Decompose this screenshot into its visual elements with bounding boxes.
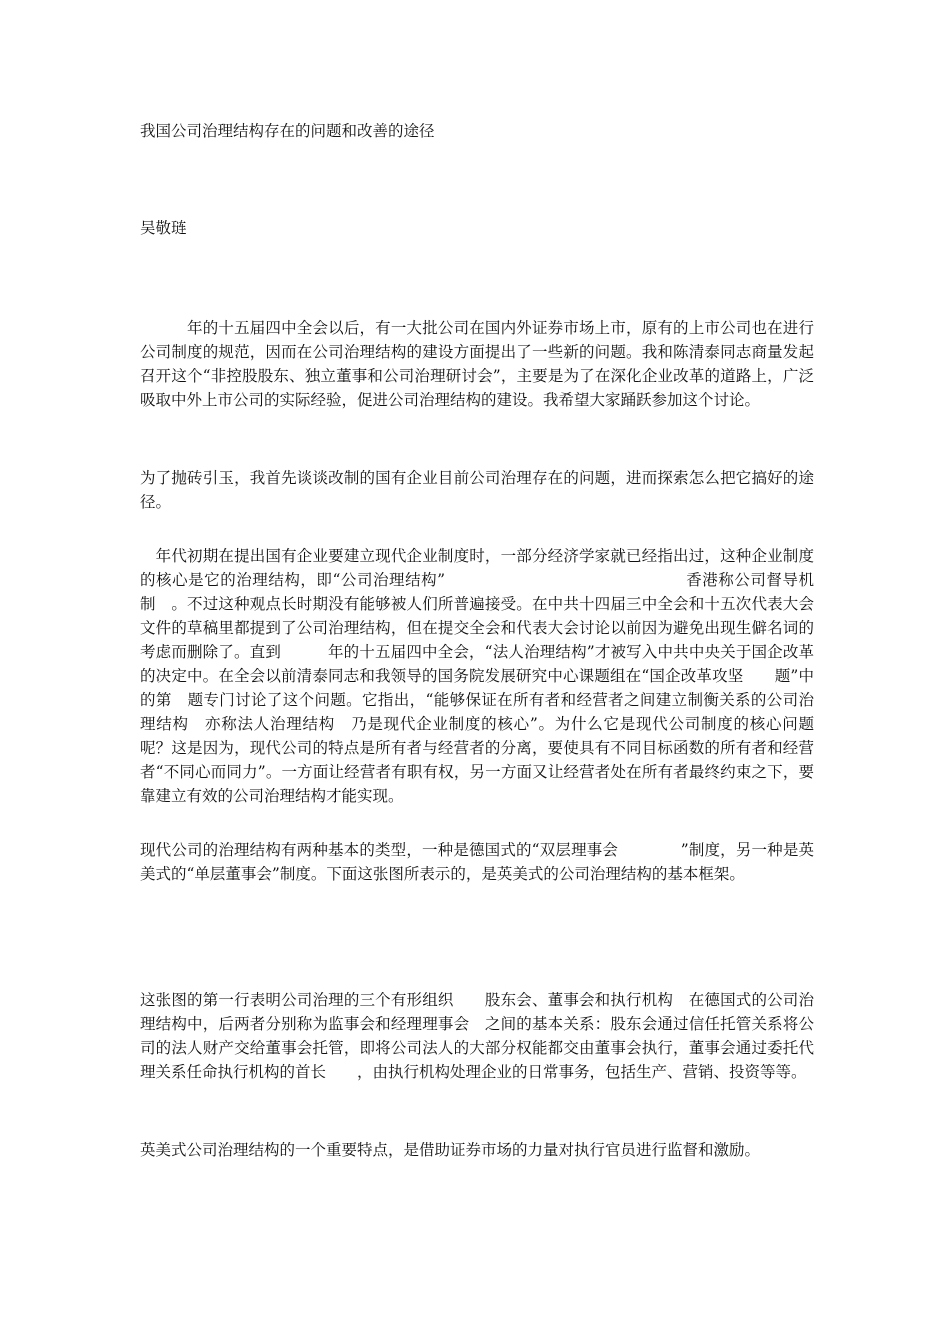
paragraph-1: 年的十五届四中全会以后，有一大批公司在国内外证券市场上市，原有的上市公司也在进行公司制度的规范，因而在公司治理结构的建设方面提出了一些新的问题。我和陈清泰同志商量发起召开这个“非控股股东、独立董事和公司治理研讨会”，主要是为了在深化企业改革的道路上，广泛吸取中外上市公司的实际经验，促进公司治理结构的建设。我希望大家踊跃参加这个讨论。: [140, 319, 814, 409]
paragraph-5: 这张图的第一行表明公司治理的三个有形组织 股东会、董事会和执行机构 在德国式的公司治理结构中，后两者分别称为监事会和经理理事会 之间的基本关系：股东会通过信任托管关系将公司的法人财产交给董事会托管，即将公司法人的大部分权能都交由董事会执行，董事会通过委托代理关系任命执行机构的首长 ，由执行机构处理企业的日常事务，包括生产、营销、投资等等。: [140, 991, 814, 1081]
document-title: 我国公司治理结构存在的问题和改善的途径: [140, 122, 435, 140]
paragraph-3: 年代初期在提出国有企业要建立现代企业制度时，一部分经济学家就已经指出过，这种企业制度的核心是它的治理结构，即“公司治理结构” 香港称公司督导机制 。不过这种观点长时期没有能够被人们所普遍接受。在中共十四届三中全会和十五次代表大会文件的草稿里都提到了公司治理结构，但在提交全会和代表大会讨论以前因为避免出现生僻名词的考虑而删除了。直到 年的十五届四中全会，“法人治理结构”才被写入中共中央关于国企改革的决定中。在全会以前清泰同志和我领导的国务院发展研究中心课题组在“国企改革攻坚 题”中的第 题专门讨论了这个问题。它指出，“能够保证在所有者和经营者之间建立制衡关系的公司治理结构 亦称法人治理结构 乃是现代企业制度的核心”。为什么它是现代公司制度的核心问题呢？这是因为，现代公司的特点是所有者与经营者的分离，要使具有不同目标函数的所有者和经营者“不同心而同力”。一方面让经营者有职有权，另一方面又让经营者处在所有者最终约束之下，要靠建立有效的公司治理结构才能实现。: [140, 547, 814, 805]
paragraph-4: 现代公司的治理结构有两种基本的类型，一种是德国式的“双层理事会 ”制度，另一种是英美式的“单层董事会”制度。下面这张图所表示的，是英美式的公司治理结构的基本框架。: [140, 841, 814, 883]
author-name: 吴敬琏: [140, 219, 187, 237]
paragraph-2: 为了抛砖引玉，我首先谈谈改制的国有企业目前公司治理存在的问题，进而探索怎么把它搞好的途径。: [140, 469, 814, 511]
paragraph-6: 英美式公司治理结构的一个重要特点，是借助证券市场的力量对执行官员进行监督和激励。: [140, 1141, 761, 1159]
